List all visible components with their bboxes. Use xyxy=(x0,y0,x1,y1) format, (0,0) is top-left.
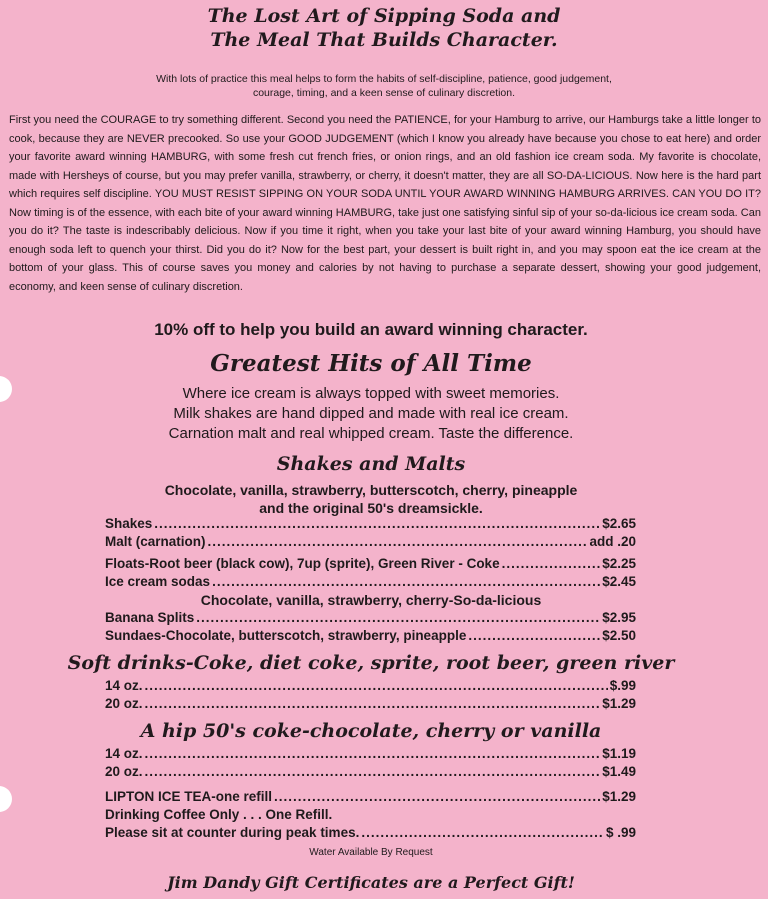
dot-leader xyxy=(274,788,600,806)
menu-item-counter-coffee xyxy=(105,824,636,842)
item-label: Please sit at counter during peak times. xyxy=(105,825,360,840)
shake-flavors-line-1: Chocolate, vanilla, strawberry, butterscotch, cherry, pineapple xyxy=(164,482,578,498)
menu-item-ice-cream-sodas xyxy=(105,573,636,591)
gift-certificate-note: Jim Dandy Gift Certificates are a Perfect Gift! xyxy=(167,873,575,892)
dot-leader xyxy=(212,573,600,591)
dot-leader xyxy=(145,763,601,781)
menu-item-coke-20oz xyxy=(105,763,636,781)
item-price: add .20 xyxy=(589,534,636,549)
greatest-hits-description xyxy=(0,384,742,444)
dot-leader xyxy=(361,824,604,842)
page-title xyxy=(0,4,768,52)
item-price: $2.65 xyxy=(602,516,636,531)
item-price: $ .99 xyxy=(605,825,636,840)
item-label: 14 oz. xyxy=(105,746,143,761)
story-paragraph: First you need the COURAGE to try something different. Second you need the PATIENCE, for your Hamburg to arrive, our Hamburgs take a little longer to cook, because they are NEVER precooked. So use your GOOD JUDGEMENT (which I know you already have because you chose to eat here) and order your favorite award winning HAMBURG, with some fresh cut french fries, or onion rings, and an old fashion ice cream soda. My favorite is chocolate, made with Hersheys of course, but you may prefer vanilla, strawberry, or cherry, it doesn't matter, they are all SO-DA-LICIOUS. Now here is the hard part which requires self discipline. YOU MUST RESIST SIPPING ON YOUR SODA UNTIL YOUR AWARD WINNING HAMBURG ARRIVES. CAN YOU DO IT? Now timing is of the essence, with each bite of your award winning HAMBURG, take just one satisfying sinful sip of your so-da-licious ice cream soda. Can you do it? The taste is indescribably delicious. Now if you time it right, when you take your last bite of your award winning Hamburg, you should have enough soda left to quench your thirst. Did you do it? Now for the best part, your dessert is built right in, and you may spoon eat the ice cream at the bottom of your glass. This of course saves you money and calories by not having to purchase a separate dessert, showing your good judgement, economy, and keen sense of culinary discretion. xyxy=(9,114,761,293)
menu-item-banana-splits xyxy=(105,609,636,627)
item-price: $1.29 xyxy=(602,696,636,711)
dot-leader xyxy=(145,677,608,695)
menu-item-soft-14oz xyxy=(105,677,636,695)
title-line-1: The Lost Art of Sipping Soda and xyxy=(207,5,561,27)
coffee-note: Drinking Coffee Only . . . One Refill. xyxy=(105,807,333,822)
item-price: $1.19 xyxy=(602,746,636,761)
menu-item-soft-20oz xyxy=(105,695,636,713)
intro-line-1: With lots of practice this meal helps to form the habits of self-discipline, patience, good judgement, xyxy=(156,73,612,85)
item-label: Floats-Root beer (black cow), 7up (sprite), Green River - Coke xyxy=(105,556,500,571)
item-label: LIPTON ICE TEA-one refill xyxy=(105,789,273,804)
dot-leader xyxy=(502,555,601,573)
item-price: $1.49 xyxy=(602,764,636,779)
dot-leader xyxy=(468,627,600,645)
soft-drinks-section-title: Soft drinks-Coke, diet coke, sprite, root beer, green river xyxy=(67,652,675,674)
menu-item-floats xyxy=(105,555,636,573)
item-price: $.99 xyxy=(609,678,636,693)
intro-line-2: courage, timing, and a keen sense of culinary discretion. xyxy=(252,87,516,99)
menu-item-sundaes xyxy=(105,627,636,645)
binder-hole-bottom xyxy=(0,786,12,812)
item-label: 20 oz. xyxy=(105,696,143,711)
shakes-section-title: Shakes and Malts xyxy=(276,453,466,475)
soda-flavors: Chocolate, vanilla, strawberry, cherry-So-da-licious xyxy=(200,592,542,608)
menu-item-lipton-tea xyxy=(105,788,636,806)
discount-banner: 10% off to help you build an award winning character. xyxy=(154,320,588,339)
hits-line-1: Where ice cream is always topped with sweet memories. xyxy=(182,385,560,402)
item-price: $2.45 xyxy=(602,574,636,589)
hits-line-2: Milk shakes are hand dipped and made with real ice cream. xyxy=(173,405,569,422)
shake-flavors xyxy=(0,481,742,517)
item-label: Malt (carnation) xyxy=(105,534,206,549)
fifties-coke-section-title: A hip 50's coke-chocolate, cherry or vanilla xyxy=(140,720,602,742)
water-note: Water Available By Request xyxy=(309,847,433,858)
item-price: $2.25 xyxy=(602,556,636,571)
intro-text xyxy=(60,72,708,100)
hits-line-3: Carnation malt and real whipped cream. Taste the difference. xyxy=(168,425,574,442)
dot-leader xyxy=(154,515,600,533)
item-label: 14 oz. xyxy=(105,678,143,693)
item-label: Sundaes-Chocolate, butterscotch, strawberry, pineapple xyxy=(105,628,467,643)
shake-flavors-line-2: and the original 50's dreamsickle. xyxy=(259,500,483,516)
greatest-hits-title: Greatest Hits of All Time xyxy=(210,350,532,377)
menu-item-malt xyxy=(105,533,636,551)
menu-item-shakes xyxy=(105,515,636,533)
dot-leader xyxy=(196,609,600,627)
item-label: Ice cream sodas xyxy=(105,574,211,589)
item-label: Shakes xyxy=(105,516,153,531)
dot-leader xyxy=(208,533,588,551)
dot-leader xyxy=(145,695,601,713)
item-label: 20 oz. xyxy=(105,764,143,779)
menu-item-coke-14oz xyxy=(105,745,636,763)
item-price: $2.50 xyxy=(602,628,636,643)
title-line-2: The Meal That Builds Character. xyxy=(210,29,558,51)
item-price: $1.29 xyxy=(602,789,636,804)
dot-leader xyxy=(145,745,601,763)
item-price: $2.95 xyxy=(602,610,636,625)
item-label: Banana Splits xyxy=(105,610,195,625)
